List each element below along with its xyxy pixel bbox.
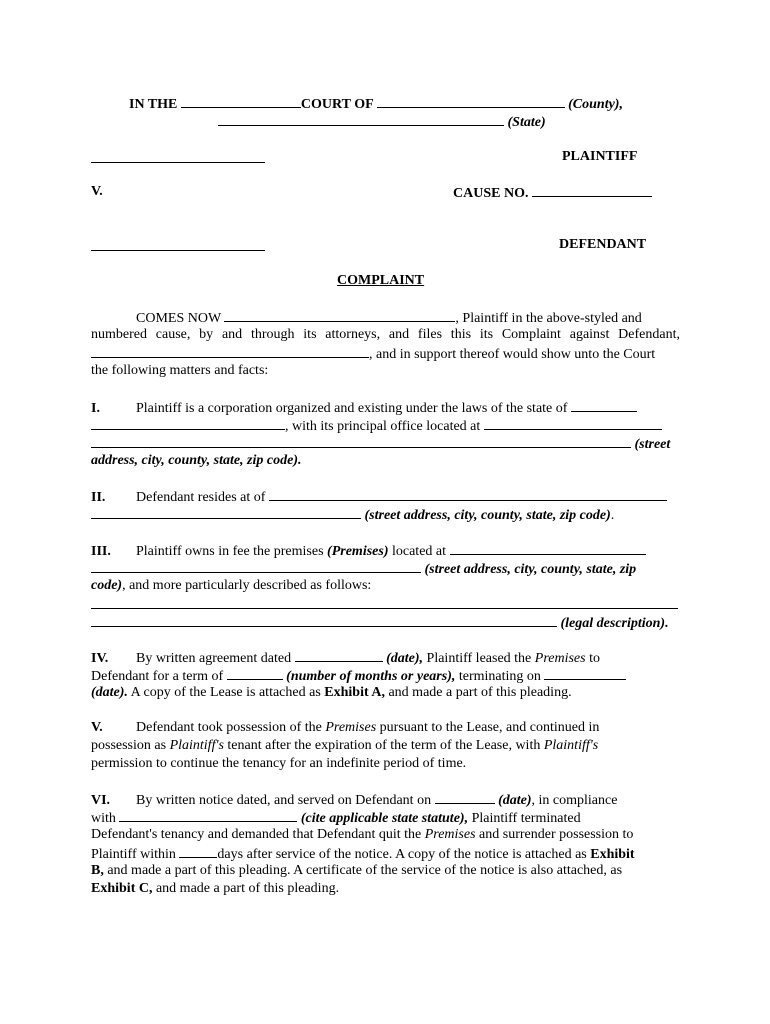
section-1 — [91, 398, 680, 470]
state-blank[interactable] — [218, 112, 504, 126]
section-3-legal-label: (legal description). — [560, 616, 669, 631]
section-5-text-3: permission to continue the tenancy for an indefinite period of time. — [91, 756, 467, 771]
lease-term-blank[interactable] — [227, 666, 283, 680]
section-5-plaintiffs: Plaintiff's — [169, 738, 224, 753]
section-3-code-label: code) — [91, 578, 123, 593]
plaintiff-label: PLAINTIFF — [562, 149, 638, 164]
section-4-text-2b: terminating on — [458, 669, 541, 684]
section-6-text-1b: , in compliance — [531, 793, 618, 808]
state-label: (State) — [507, 115, 546, 130]
section-5-premises: Premises — [325, 720, 377, 735]
section-4-text-2a: Defendant for a term of — [91, 669, 224, 684]
principal-office-blank[interactable] — [484, 416, 662, 430]
section-3-address-label: (street address, city, county, state, zip — [424, 562, 637, 577]
county-label: (County), — [568, 97, 623, 112]
notice-days-blank[interactable] — [179, 844, 217, 858]
section-4-text-3b: and made a part of this pleading. — [388, 685, 572, 700]
section-2-address-label: (street address, city, county, state, zip code) — [364, 508, 611, 523]
section-4-premises: Premises — [534, 651, 586, 666]
termination-date-blank[interactable] — [544, 666, 626, 680]
plaintiff-intro-blank[interactable] — [224, 308, 455, 322]
section-5-text-1a: Defendant took possession of the — [136, 720, 322, 735]
defendant-residence-blank-2[interactable] — [91, 505, 361, 519]
section-6 — [91, 790, 680, 898]
section-6-with: with — [91, 811, 116, 826]
section-6-text-5: and made a part of this pleading. A certificate of the service of the notice is also attached, as — [107, 863, 623, 878]
defendant-label: DEFENDANT — [559, 237, 647, 252]
section-2-text-1: Defendant resides at of — [136, 490, 266, 505]
cause-no-label: CAUSE NO. — [453, 186, 529, 201]
section-4 — [91, 648, 680, 702]
section-5-text-2b: tenant after the expiration of the term of the Lease, with — [227, 738, 541, 753]
comes-now-text: COMES NOW — [136, 311, 221, 326]
section-3-number: III. — [91, 544, 111, 559]
state-of-incorporation-blank[interactable] — [571, 398, 637, 412]
section-6-exhibit-c: Exhibit C, — [91, 881, 153, 896]
principal-office-blank-2[interactable] — [91, 434, 631, 448]
defendant-intro-blank[interactable] — [91, 344, 369, 358]
cause-number-blank[interactable] — [532, 183, 652, 197]
incorporation-blank-2[interactable] — [91, 416, 285, 430]
legal-description-blank[interactable] — [91, 595, 678, 609]
section-6-text-6: and made a part of this pleading. — [155, 881, 340, 896]
section-2-number: II. — [91, 490, 106, 505]
section-6-date-label: (date) — [498, 793, 532, 808]
service-date-blank[interactable] — [435, 790, 495, 804]
section-4-text-1a: By written agreement dated — [136, 651, 292, 666]
section-2-period: . — [610, 508, 615, 523]
complaint-title: COMPLAINT — [337, 273, 425, 288]
section-4-text-3a: A copy of the Lease is attached as — [130, 685, 321, 700]
section-1-text-2: , with its principal office located at — [285, 419, 481, 434]
section-6-text-3b: and surrender possession to — [479, 827, 634, 842]
plaintiff-name-blank[interactable] — [91, 162, 265, 163]
section-4-months-label: (number of months or years), — [286, 669, 456, 684]
section-6-text-4b: days after service of the notice. A copy of the notice is attached as — [217, 847, 587, 862]
header-line-2 — [218, 112, 546, 132]
plaintiff-in-text: , Plaintiff in the above-styled and — [455, 311, 642, 326]
section-3-text-3: , and more particularly described as follows: — [122, 578, 372, 593]
court-name-blank[interactable] — [181, 94, 301, 108]
section-3-text-1a: Plaintiff owns in fee the premises — [136, 544, 324, 559]
section-5-plaintiffs-2: Plaintiff's — [543, 738, 599, 753]
premises-location-blank[interactable] — [450, 541, 646, 555]
section-1-number: I. — [91, 401, 100, 416]
section-6-premises: Premises — [424, 827, 476, 842]
section-4-date2-label: (date). — [91, 685, 128, 700]
cause-number-row — [453, 183, 652, 203]
defendant-name-blank[interactable] — [91, 250, 265, 251]
intro-line-4: the following matters and facts: — [91, 363, 269, 378]
agreement-date-blank[interactable] — [295, 648, 383, 662]
section-6-text-4a: Plaintiff within — [91, 847, 176, 862]
section-4-date-label: (date), — [386, 651, 424, 666]
section-6-statute-label: (cite applicable state statute), — [300, 811, 469, 826]
premises-location-blank-2[interactable] — [91, 559, 421, 573]
section-5 — [91, 719, 680, 773]
section-5-text-1b: pursuant to the Lease, and continued in — [379, 720, 600, 735]
court-of-label: COURT OF — [300, 97, 374, 112]
section-4-exhibit-a: Exhibit A, — [324, 685, 385, 700]
section-6-number: VI. — [91, 793, 111, 808]
in-the-label: IN THE — [129, 97, 178, 112]
section-2 — [91, 487, 680, 523]
section-6-text-2b: Plaintiff terminated — [471, 811, 581, 826]
section-6-text-1a: By written notice dated, and served on Defendant on — [136, 793, 432, 808]
section-4-number: IV. — [91, 651, 109, 666]
intro-line-2: numbered cause, by and through its attorneys, and files this its Complaint against Defendant, — [91, 327, 680, 342]
support-text: , and in support thereof would show unto the Court — [369, 347, 656, 362]
intro-paragraph — [91, 308, 680, 380]
section-4-text-1b: Plaintiff leased the — [426, 651, 532, 666]
section-5-number: V. — [91, 720, 103, 735]
section-3 — [91, 541, 680, 631]
county-blank[interactable] — [377, 94, 565, 108]
versus-label: V. — [91, 184, 103, 199]
header-line-1 — [129, 94, 623, 114]
legal-description-blank-2[interactable] — [91, 613, 557, 627]
defendant-residence-blank[interactable] — [269, 487, 667, 501]
section-3-premises: (Premises) — [327, 544, 389, 559]
section-1-street-label: (street — [634, 437, 671, 452]
section-6-exhibit-b: B, — [91, 863, 104, 878]
section-1-address-label: address, city, county, state, zip code). — [91, 453, 302, 468]
section-6-exhibit: Exhibit — [590, 847, 635, 862]
section-1-text-1: Plaintiff is a corporation organized and existing under the laws of the state of — [136, 401, 568, 416]
section-4-to: to — [589, 651, 600, 666]
section-6-text-3a: Defendant's tenancy and demanded that Defendant quit the — [91, 827, 422, 842]
section-3-text-1b: located at — [391, 544, 447, 559]
state-statute-blank[interactable] — [119, 808, 297, 822]
section-5-text-2a: possession as — [91, 738, 167, 753]
